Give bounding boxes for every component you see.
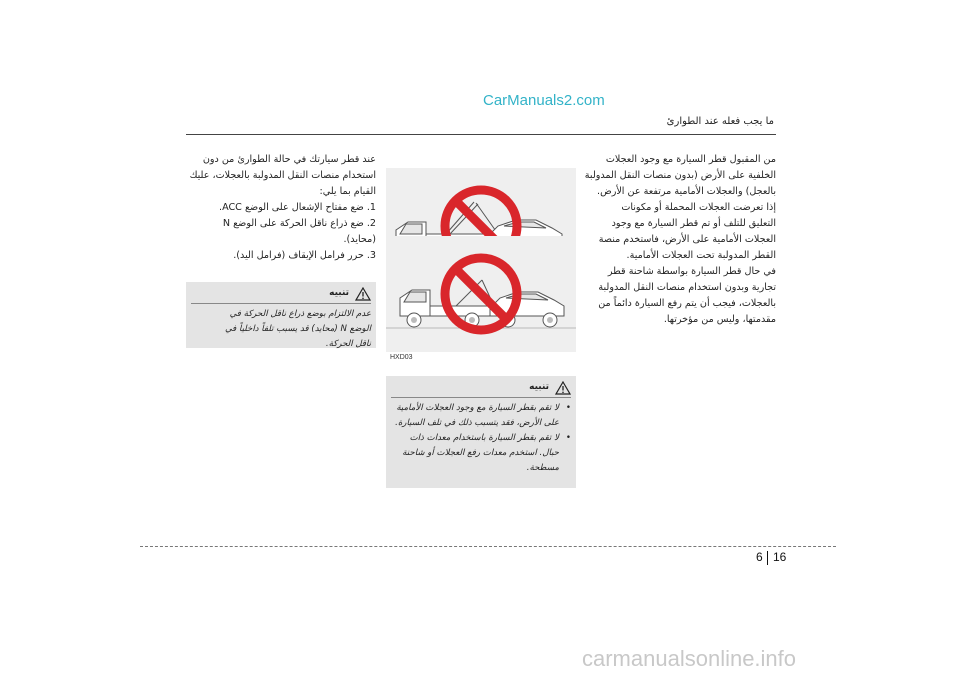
step-line: 3. حرر فرامل الإيقاف (فرامل اليد). <box>233 250 376 261</box>
warning-triangle-icon <box>555 381 571 395</box>
caution-heading <box>391 380 571 395</box>
caution-line: عدم الالتزام بوضع ذراع ناقل الحركة في <box>229 309 371 319</box>
right-line: من المقبول قطر السيارة مع وجود العجلات <box>605 154 776 165</box>
right-line: القطر المدولبة تحت العجلات الأمامية. <box>626 250 776 261</box>
right-line: الخلفية على الأرض (بدون منصات النقل المدولبة <box>584 170 776 181</box>
caution-line: على الأرض، فقد يتسبب ذلك في تلف السيارة. <box>395 418 559 428</box>
intro-line: استخدام منصات النقل المدولبة بالعجلات، عليك <box>189 170 376 181</box>
tow-truck-illustration-2-panel <box>386 236 576 352</box>
page-number: 16 <box>773 550 787 564</box>
right-line: في حال قطر السيارة بواسطة شاحنة قطر <box>607 266 776 277</box>
bullet-dot: • <box>565 433 571 443</box>
caution-line: حبال. استخدم معدات رفع العجلات أو شاحنة <box>402 448 559 458</box>
right-line: العجلات الأمامية على الأرض، فاستخدم منصة <box>598 234 776 245</box>
step-line: 1. ضع مفتاح الإشعال على الوضع ACC. <box>219 202 376 213</box>
caution-bullet-item <box>391 401 571 431</box>
bullet-dot: • <box>565 403 571 413</box>
caution-line: لا تقم بقطر السيارة باستخدام معدات ذات <box>409 433 559 443</box>
chapter-number: 6 <box>756 550 763 564</box>
header-divider <box>186 134 776 135</box>
intro-line: عند قطر سيارتك في حالة الطوارئ من دون <box>202 154 376 165</box>
step-line: 2. ضع ذراع ناقل الحركة على الوضع N <box>222 218 376 229</box>
caution-divider <box>191 303 371 304</box>
right-line: مقدمتها، وليس من مؤخرتها. <box>663 314 776 325</box>
warning-triangle-icon <box>355 287 371 301</box>
right-line: التعليق للتلف أو تم قطر السيارة مع وجود <box>611 218 776 229</box>
caution-heading <box>191 286 371 301</box>
caution-divider <box>391 397 571 398</box>
caution-box-transmission <box>186 282 376 348</box>
right-column-text <box>586 152 776 328</box>
left-column-text <box>186 152 376 264</box>
right-line: تجارية وبدون استخدام منصات النقل المدولبة <box>598 282 776 293</box>
caution-line: ناقل الحركة. <box>325 339 371 349</box>
caution-bullet-item <box>391 431 571 476</box>
caution-line: لا تقم بقطر السيارة مع وجود العجلات الأمامية <box>396 403 559 413</box>
caution-heading-text: تنبيه <box>329 288 349 298</box>
right-line: بالعجلات، فيجب أن يتم رفع السيارة دائماً من <box>598 298 776 309</box>
watermark-bottom: carmanualsonline.info <box>582 646 797 671</box>
figure-label-hxd03: HXD03 <box>390 354 413 361</box>
caution-line: مسطحة. <box>526 463 559 473</box>
intro-line: القيام بما يلي: <box>319 186 376 197</box>
step-line: (محايد). <box>343 234 376 245</box>
footer-divider <box>140 546 836 547</box>
caution-box-towing <box>386 376 576 488</box>
section-title: ما يجب فعله عند الطوارئ <box>666 116 774 127</box>
right-line: بالعجل) والعجلات الأمامية مرتفعة عن الأرض. <box>597 186 776 197</box>
page-number-separator <box>767 551 768 565</box>
caution-line: الوضع N (محايد) قد يسبب تلفاً داخلياً في <box>224 324 371 334</box>
right-line: إذا تعرضت العجلات المحملة أو مكونات <box>621 202 776 213</box>
watermark-top: CarManuals2.com <box>483 92 605 109</box>
caution-heading-text: تنبيه <box>529 382 549 392</box>
